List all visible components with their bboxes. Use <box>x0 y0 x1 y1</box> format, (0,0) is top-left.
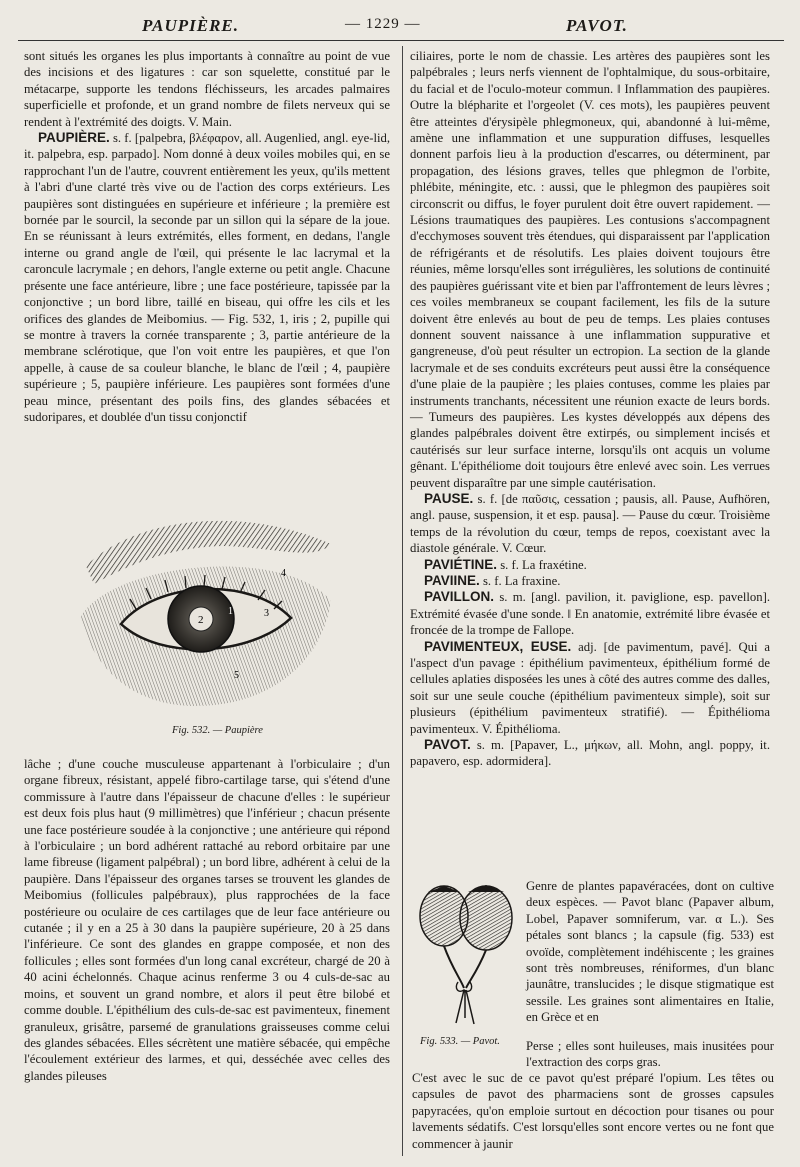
eye-illustration <box>76 506 336 711</box>
entry-continuation: lâche ; d'une couche musculeuse appartenant à l'orbiculaire ; d'un organe fibreux, résistant, appelé fibro-cartilage tarse, qui s'étend d'une commissure à l'autre dans l'épaisseur de chacune d'elles : le supérieur est deux fois plus haut (9 millimètres) que l'inférieur ; chacun présente une face postérieure soudée à la conjonctive ; une antérieure qui répond à l'orbiculaire ; un bord adhérent rattaché au rebord orbitaire par une lame fibreuse (ligament palpébral) ; un bord libre, adhérent à celui de la paupière. Dans l'épaisseur des organes tarses se trouvent les glandes de Meibomius (follicules palpébraux), plus rapprochées de la face postérieure ou oculaire de ces cartilages que de leur face antérieure ou cutanée ; il y en a 25 à 30 dans la paupière supérieure, 20 à 25 dans l'inférieure. Ce sont des glandes en grappe composée, et non des follicules ; elles sont formées d'un long canal excréteur, chargé de 20 à 40 acini échelonnés. Chaque acinus renferme 3 ou 4 culs-de-sac au moins, et souvent un grand nombre, et alors il peut être bilobé et comme double. L'épithélium des culs-de-sac est pavimenteux, finement granuleux, grisâtre, parsemé de granulations graisseuses comme celui des glandes sébacées. Elles sécrètent une matière sébacée, qui empêche l'écoulement extérieur des larmes, et qui, desséchée avec celles des glandes pileuses <box>24 757 390 1083</box>
running-header <box>0 16 800 42</box>
stigma-right <box>468 885 504 892</box>
ribbon-tails <box>456 990 474 1024</box>
poppy-illustration <box>414 878 518 1028</box>
pavot-side-text: Perse ; elles sont huileuses, mais inusitées pour l'extraction des corps gras. <box>526 1039 774 1070</box>
stem-left <box>444 946 464 988</box>
entry-headword: PAVILLON. <box>424 589 494 605</box>
entry-body: s. f. [de παῦσις, cessation ; pausis, all. Pause, Aufhören, angl. pause, suspension, it et esp. pausa]. — Pause du cœur. Troisième temps de la révolution du cœur, temps de repos, coexistant avec la diastole générale. V. Cœur. <box>410 491 770 556</box>
entry-headword: PAVIINE. <box>424 573 480 588</box>
entry-headword: PAUPIÈRE. <box>38 130 110 146</box>
paupiere-continuation: ciliaires, porte le nom de chassie. Les artères des paupières sont les palpébrales ; leurs nerfs viennent de l'ophtalmique, du sous-orbitaire, du facial et de l'oculo-moteur commun. ‖ Inflammation des paupières. Outre la blépharite et l'orgeolet (V. ces mots), les paupières peuvent être atteintes d'érysipèle phlegmoneux, qui, abandonné à lui-même, amène une inflammation et une suppuration diffuses, lesquelles donnent parfois lieu à la production d'escarres, ou déterminent, par propagation, des lésions graves, telles que phlegmon de l'orbite, phlébite, méningite, etc. : aussi, que le phlegmon des paupières soit circonscrit ou diffus, le foyer purulent doit être ouvert rapidement. — Lésions traumatiques des paupières. Les contusions s'accompagnent d'ecchymoses souvent très étendues, qui disparaissent par l'application de réfrigérants et de résolutifs. Les plaies doivent toujours être réunies, même lorsqu'elles sont irrégulières, les solutions de continuité des paupières guérissant vite et bien par l'affrontement de leurs lèvres ; ces voiles membraneux se coupant facilement, les fils de la suture doivent être enlevés au bout de peu de temps. Les plaies contuses donnent souvent naissance à une inflammation suppurative et gangreneuse, d'où peut résulter un ectropion. La section de la glande lacrymale et de ses conduits excréteurs peut aussi être la conséquence d'une plaie de la paupière ; les plaies contuses, comme les plaies par instruments tranchants, nécessitent une réunion exacte de leurs bords. — Tumeurs des paupières. Les kystes développés aux dépens des glandes palpébrales doivent être extirpés, ou simplement incisés et cautérisés sur leur surface interne, lorsqu'ils ont acquis un volume gênant. L'épithéliome doit toujours être enlevé avec soin. Les verrues peuvent disparaître par une simple cautérisation. <box>410 49 770 490</box>
entry-paupiere <box>24 130 390 425</box>
entry-body: s. m. [angl. pavilion, it. paviglione, esp. pavellon]. Extrémité évasée d'une sonde. ‖ En anatomie, extrémité libre évasée et froncée de la trompe de Fallope. <box>410 590 770 638</box>
header-right-word: PAVOT. <box>566 16 628 35</box>
fig-label-4: 4 <box>281 568 286 579</box>
entry-pavimenteux <box>410 639 770 737</box>
left-column-bottom <box>24 756 390 1084</box>
pavot-tail-text: C'est avec le suc de ce pavot qu'est préparé l'opium. Les têtes ou capsules de pavot des pharmaciens sont de grosses capsules papyracées, qu'on emploie surtout en décoction pour tisanes ou pour lavements sédatifs. C'est lorsqu'elles sont encore vertes ou ne font que commencer à jaunir <box>412 1071 774 1151</box>
capsule-right <box>460 886 512 950</box>
header-rule <box>18 40 784 41</box>
page-number: — 1229 — <box>345 16 421 32</box>
main-entry-tail: sont situés les organes les plus importants à connaître au point de vue des incisions et des ligatures : car son squelette, constitué par le métacarpe, supporte les tendons fléchisseurs, les arcades palmaires superficielle et profonde, et un grand nombre de filets nerveux qui se rendent à l'extrémité des doigts. V. Main. <box>24 49 390 129</box>
entry-body: s. f. La fraxétine. <box>500 557 587 572</box>
entry-headword: PAUSE. <box>424 490 474 506</box>
right-column <box>410 48 770 770</box>
fig-label-5: 5 <box>234 670 239 681</box>
entry-pavillon <box>410 589 770 638</box>
stem-right <box>466 950 486 988</box>
entry-body: s. f. La fraxine. <box>482 574 561 588</box>
entry-pavietine <box>410 557 770 573</box>
entry-headword: PAVOT. <box>424 737 471 753</box>
pavot-body-text: Genre de plantes papavéracées, dont on cultive deux espèces. — Pavot blanc (Papaver album, Lobel, Papaver somniferum, var. α L.). Ses pétales sont blancs ; la capsule (fig. 533) est ovoïde, complètement indéhiscente ; les graines sont très nombreuses, réniformes, d'un blanc jaunâtre, translucides ; le disque stigmatique est sessile. Les graines sont alimentaires en Italie, en Grèce et en <box>526 879 774 1025</box>
entry-headword: PAVIMENTEUX, EUSE. <box>424 638 572 654</box>
entry-paviine <box>410 573 770 589</box>
entry-pavot-head <box>410 737 770 770</box>
entry-body: adj. [de pavimentum, pavé]. Qui a l'aspect d'un pavage : épithélium pavimenteux, épithélium formé de cellules aplaties disposées les unes à côté des autres comme des dalles, soit sur une seule couche (épithélium pavimenteux simple), soit sur plusieurs (épithélium pavimenteux stratifié). — Épithélioma pavimenteux. V. Épithélioma. <box>410 639 771 736</box>
entry-pause <box>410 491 770 557</box>
column-divider <box>402 46 403 1156</box>
figure-caption-532: Fig. 532. — Paupière <box>172 725 263 736</box>
fig-label-2: 2 <box>198 614 204 626</box>
fig-label-3: 3 <box>264 608 269 619</box>
header-left-word: PAUPIÈRE. <box>142 16 240 35</box>
entry-body: s. f. [palpebra, βλέφαρον, all. Augenlied, angl. eye-lid, it. palpebra, esp. parpado]. Nom donné à deux voiles mobiles qui, en se rapprochant l'un de l'autre, couvrent entièrement les yeux, qu'ils mettent à l'abri d'une clarté très vive ou de l'action des corps extérieurs. Les paupières sont distinguées en supérieure et inférieure ; la première est bornée par le sourcil, la seconde par un sillon qui la sépare de la joue. En se réunissant à leurs extrémités, elles forment, en dedans, l'angle interne ou grand angle de l'œil, qui présente le lac lacrymal et la caroncule lacrymale ; en dehors, l'angle externe ou petit angle. Chacune présente une face antérieure, libre ; une face postérieure, tapissée par la conjonctive ; un bord libre, taillé en biseau, qui offre les cils et les orifices des glandes de Meibomius. — Fig. 532, 1, iris ; 2, pupille qui se montre à travers la cornée transparente ; 3, partie antérieure de la membrane sclérotique, que l'on voit entre les paupières, et que l'on appelle, à cause de sa couleur blanche, le blanc de l'œil ; 4, paupière supérieure ; 5, paupière inférieure. Les paupières sont formées d'une peau mince, présentant des poils fins, des glandes sébacées et sudoripares, et doublée d'un tissu conjonctif <box>24 131 391 424</box>
fig-label-1: 1 <box>228 606 233 617</box>
left-column-top <box>24 48 390 425</box>
figure-caption-533: Fig. 533. — Pavot. <box>420 1036 500 1047</box>
entry-body: s. m. [Papaver, L., μήκων, all. Mohn, angl. poppy, it. papavero, esp. adormidera]. <box>410 738 770 769</box>
entry-headword: PAVIÉTINE. <box>424 556 498 572</box>
